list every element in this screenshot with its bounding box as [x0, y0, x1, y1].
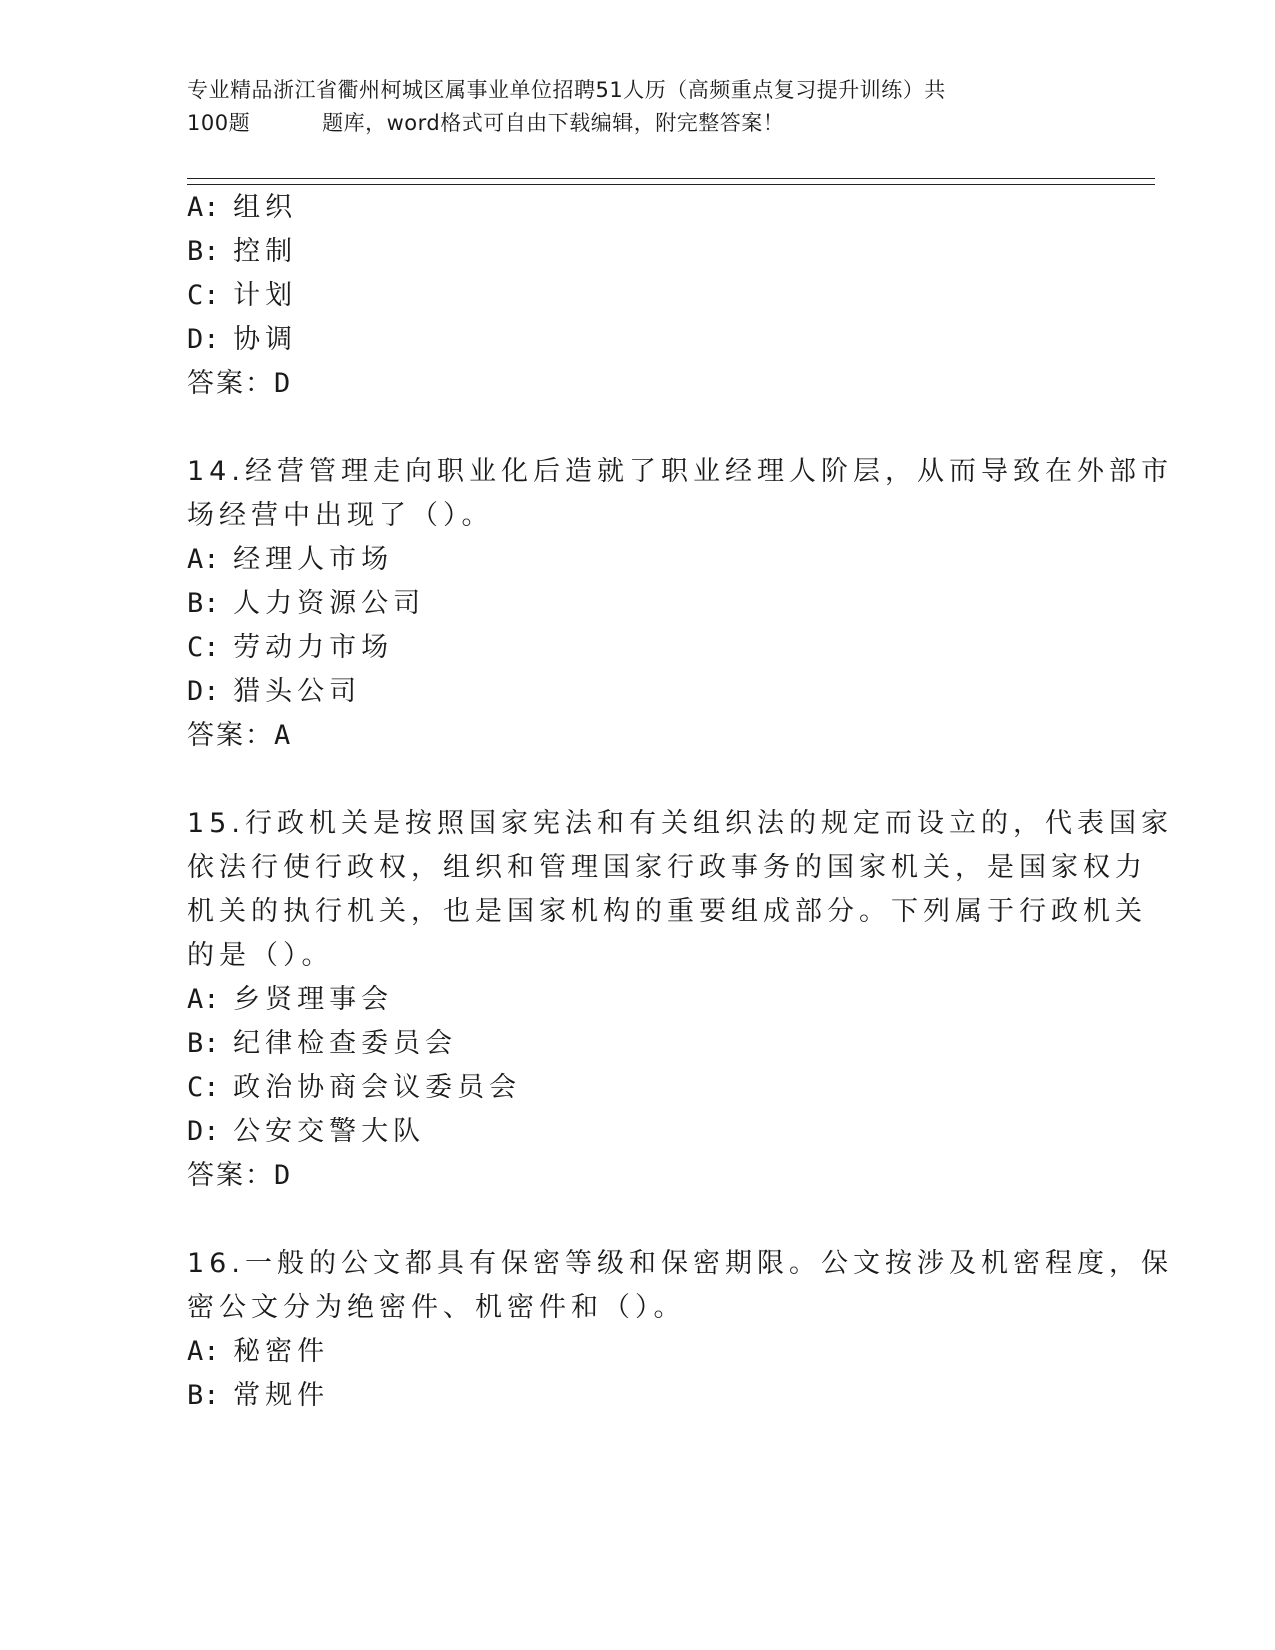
q16-stem-line-1: 16.一般的公文都具有保密等级和保密期限。公文按涉及机密程度，保	[187, 1248, 1173, 1279]
q15-option-b: B: 纪律检查委员会	[187, 1028, 458, 1059]
q14-stem-line-1: 14.经营管理走向职业化后造就了职业经理人阶层，从而导致在外部市	[187, 456, 1173, 487]
header-count: 100题	[187, 111, 251, 135]
q16-option-a: A: 秘密件	[187, 1336, 330, 1367]
q13-option-b: B: 控制	[187, 236, 298, 267]
q15-option-c: C: 政治协商会议委员会	[187, 1072, 522, 1103]
q14-stem-line-2: 场经营中出现了（）。	[187, 500, 494, 531]
q13-answer: 答案：D	[187, 368, 292, 399]
q16-option-b: B: 常规件	[187, 1380, 330, 1411]
q15-answer: 答案：D	[187, 1160, 292, 1191]
q14-option-c: C: 劳动力市场	[187, 632, 394, 663]
q15-stem-line-4: 的是（）。	[187, 940, 334, 971]
q14-answer: 答案：A	[187, 720, 292, 751]
q13-option-c: C: 计划	[187, 280, 298, 311]
q14-option-d: D: 猎头公司	[187, 676, 362, 707]
q13-option-a: A: 组织	[187, 192, 298, 223]
q16-stem-line-2: 密公文分为绝密件、机密件和（）。	[187, 1292, 686, 1323]
header-line-2	[187, 107, 1087, 140]
q14-option-a: A: 经理人市场	[187, 544, 394, 575]
header-desc: 题库，word格式可自由下载编辑，附完整答案！	[322, 111, 785, 135]
q15-stem-line-2: 依法行使行政权，组织和管理国家行政事务的国家机关，是国家权力	[187, 852, 1147, 883]
q13-option-d: D: 协调	[187, 324, 298, 355]
document-header	[187, 74, 1087, 140]
q15-option-d: D: 公安交警大队	[187, 1116, 426, 1147]
header-divider-bottom	[187, 184, 1155, 185]
q15-option-a: A: 乡贤理事会	[187, 984, 394, 1015]
q14-option-b: B: 人力资源公司	[187, 588, 426, 619]
q15-stem-line-3: 机关的执行机关，也是国家机构的重要组成部分。下列属于行政机关	[187, 896, 1147, 927]
header-line-1: 专业精品浙江省衢州柯城区属事业单位招聘51人历（高频重点复习提升训练）共	[187, 78, 946, 102]
q15-stem-line-1: 15.行政机关是按照国家宪法和有关组织法的规定而设立的，代表国家	[187, 808, 1173, 839]
header-divider-top	[187, 178, 1155, 179]
